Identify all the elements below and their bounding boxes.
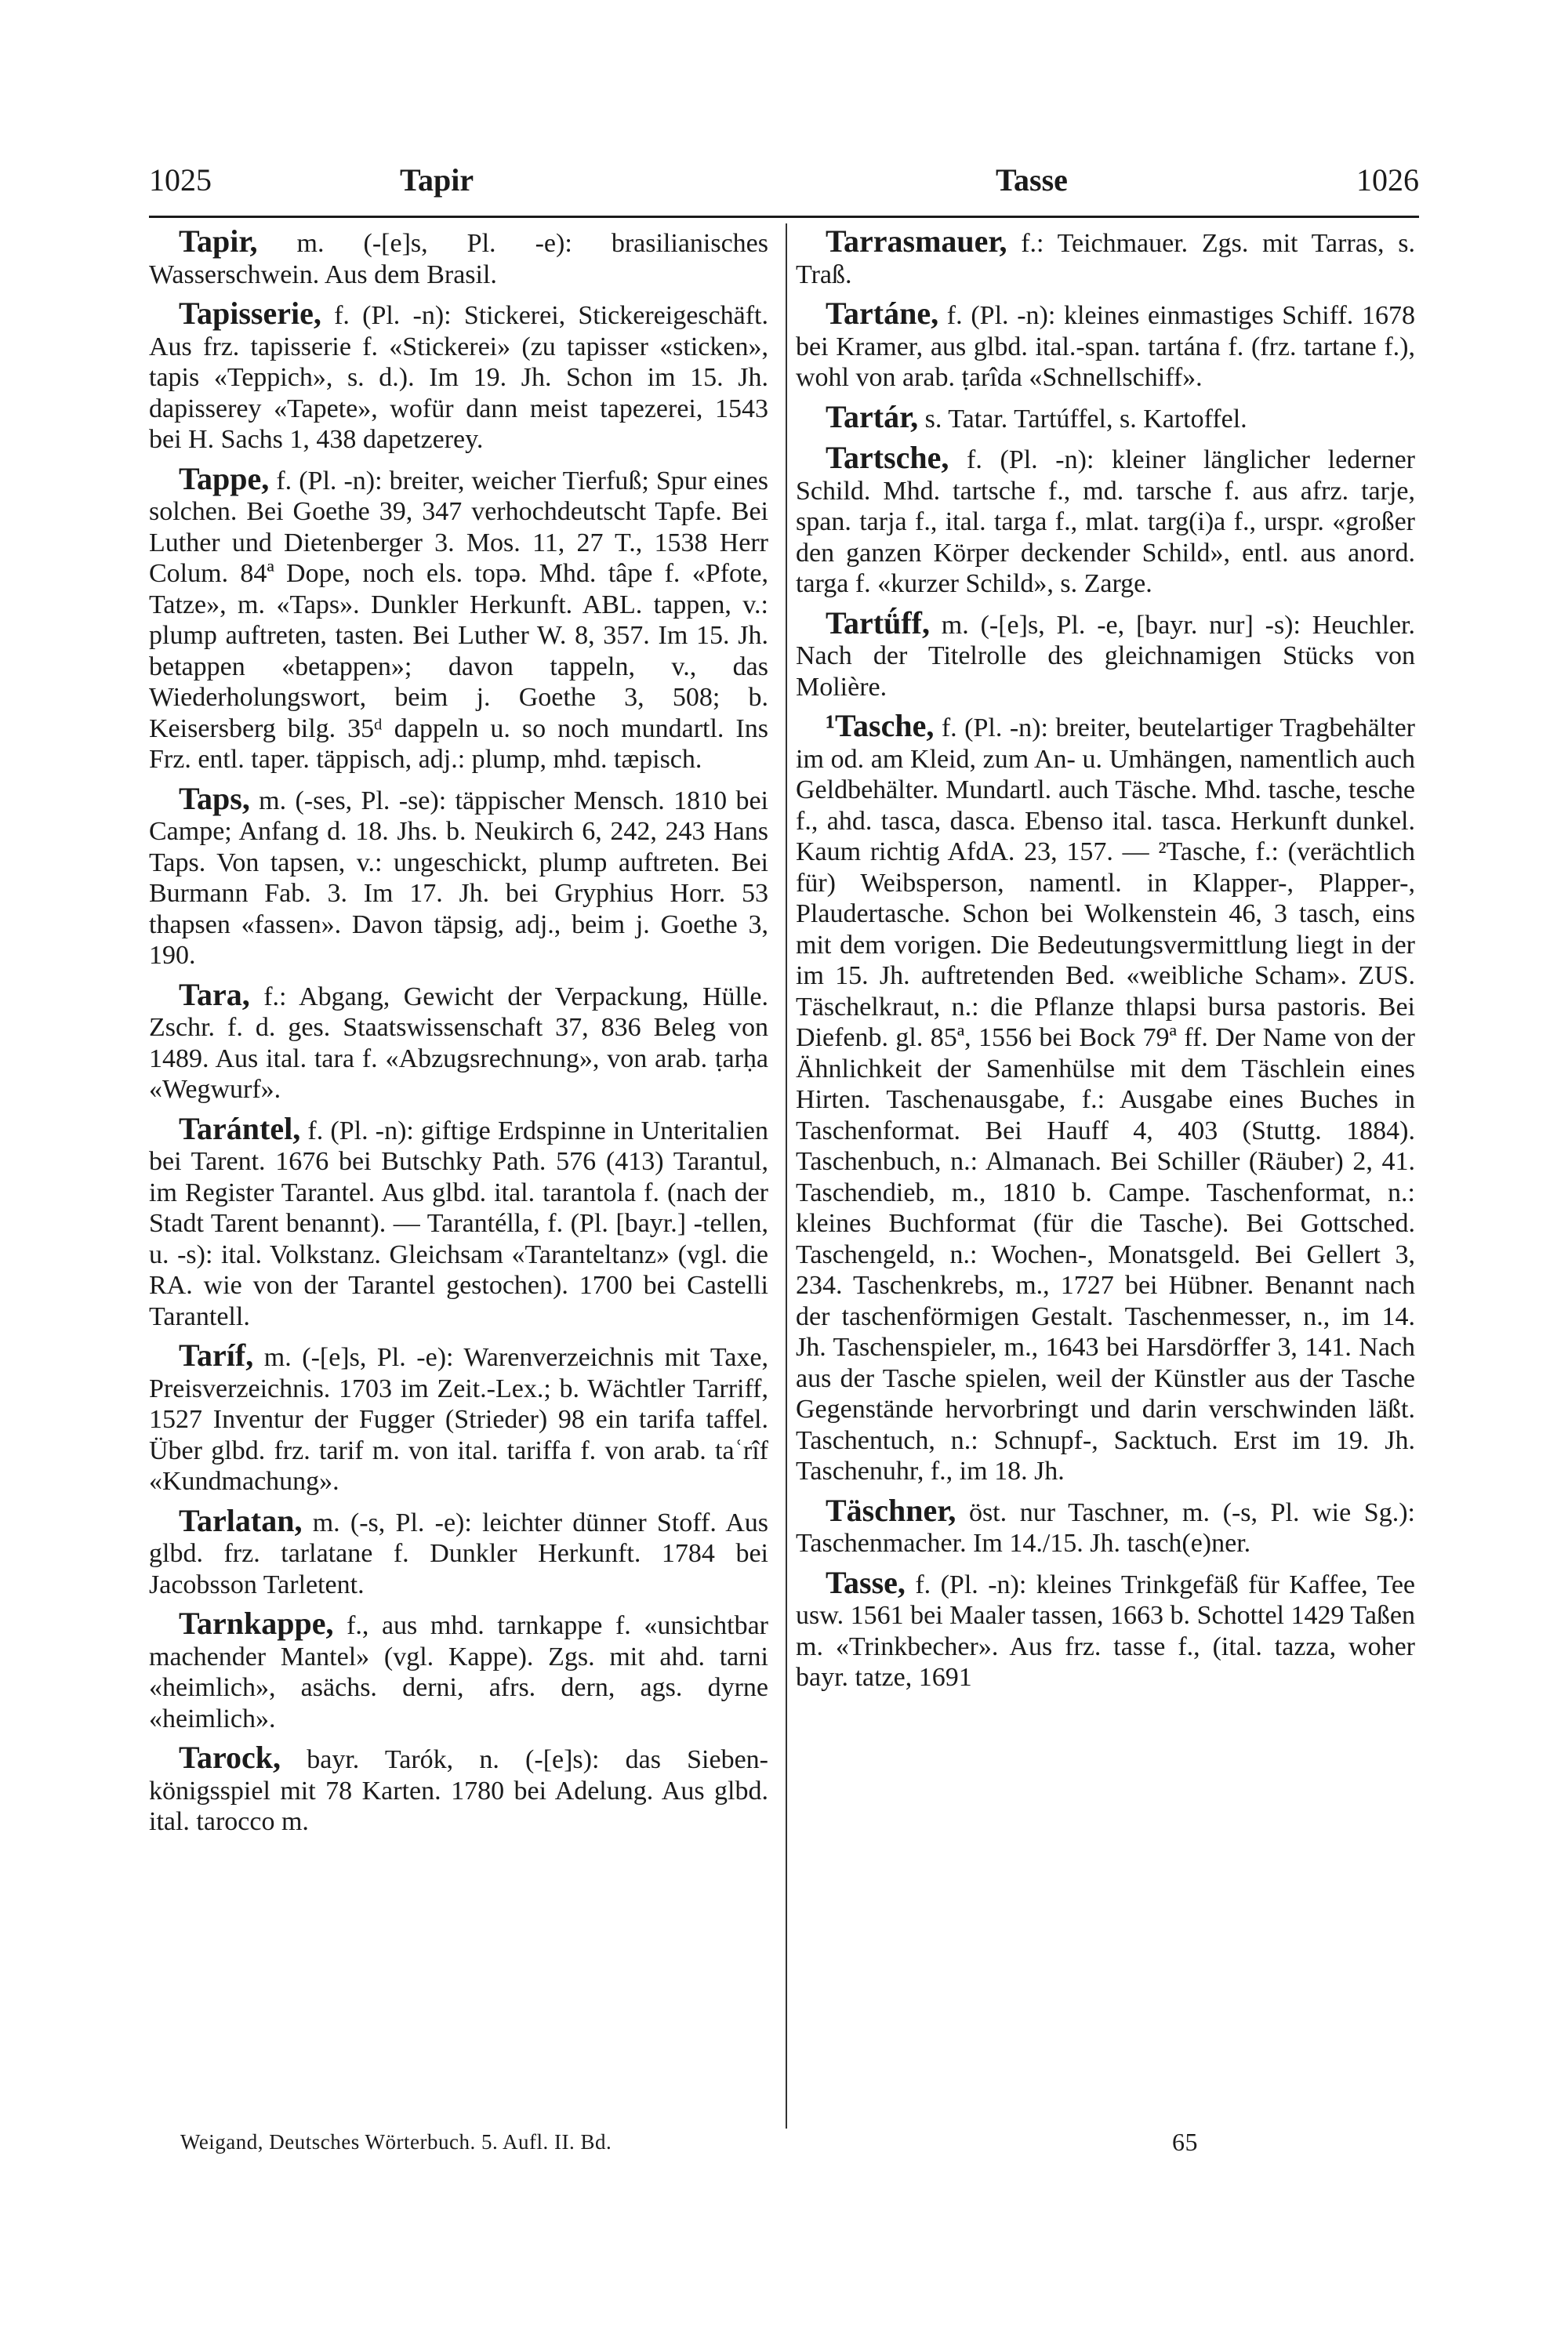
right-column xyxy=(796,223,1415,1701)
entry-text: f., aus mhd. tarnkappe f. «unsichtbar machender Mantel» (vgl. Kappe). Zgs. mit ahd. tarni «heimlich», asächs. derni, afrs. dern, ags. dyrne «heimlich». xyxy=(149,1611,768,1733)
entry-text: m. (-[e]s, Pl. -e, [bayr. nur] -s): Heuchler. Nach der Titelrolle des gleichnamigen Stücks von Molière. xyxy=(796,610,1415,702)
dictionary-entry xyxy=(796,298,1415,394)
headword: Tartár, xyxy=(826,398,919,434)
dictionary-entry xyxy=(149,298,768,456)
headword: Tara, xyxy=(179,976,250,1012)
entry-text: m. (-s, Pl. -e): leichter dünner Stoff. Aus glbd. frz. tarlatane f. Dunkler Herkunft. 1784 bei Jacobsson Tarletent. xyxy=(149,1508,768,1599)
dictionary-entry xyxy=(796,1492,1415,1559)
headword: Taríf, xyxy=(179,1338,254,1373)
signature-number: 65 xyxy=(1172,2128,1198,2156)
page-number-right: 1026 xyxy=(1356,162,1419,198)
headword: Tartǘff, xyxy=(826,604,930,641)
headword: Tapisserie, xyxy=(179,296,321,331)
entry-text: f.: Teichmauer. Zgs. mit Tarras, s. Traß. xyxy=(796,229,1415,289)
headword: Tartáne, xyxy=(826,296,939,331)
left-column xyxy=(149,223,768,1846)
headword: Tartsche, xyxy=(826,440,949,475)
headword: Tapir, xyxy=(179,223,258,259)
entry-text: f. (Pl. -n): breiter, weicher Tierfuß; Spur eines solchen. Bei Goethe 39, 347 verhochdeutscht Tapfe. Bei Luther und Dietenberger 3. Mos. 11, 27 T., 1538 Herr Colum. 84ª Dope, noch els. topə. Mhd. tâpe f. «Pfote, Tatze», m. «Taps». Dunkler Herkunft. ABL. tappen, v.: plump auftreten, tasten. Bei Luther W. 8, 357. Im 15. Jh. betappen «betappen»; davon tappeln, v., das Wiederholungswort, beim j. Goethe 3, 508; b. Keisersberg bilg. 35ᵈ dappeln u. so noch mundartl. Ins Frz. entl. taper. täppisch, adj.: plump, mhd. tæpisch. xyxy=(149,466,768,774)
book-citation: Weigand, Deutsches Wörterbuch. 5. Aufl. II. Bd. xyxy=(180,2130,612,2154)
dictionary-entry xyxy=(149,460,768,775)
dictionary-entry xyxy=(796,1564,1415,1693)
dictionary-entry xyxy=(149,1340,768,1497)
headword: Tarrasmauer, xyxy=(826,223,1007,259)
headword: ¹Tasche, xyxy=(826,708,935,743)
entry-text: m. (-[e]s, Pl. -e): brasilianisches Wasserschwein. Aus dem Brasil. xyxy=(149,229,768,289)
headword: Tarlatan, xyxy=(179,1502,303,1538)
entry-text: f.: Abgang, Gewicht der Verpackung, Hülle. Zschr. f. d. ges. Staatswissenschaft 37, 836 Beleg von 1489. Aus ital. tara f. «Abzugsrechnung», von arab. ṭarḥa «Wegwurf». xyxy=(149,982,768,1104)
dictionary-entry xyxy=(149,223,768,290)
entry-text: m. (-ses, Pl. -se): täppischer Mensch. 1810 bei Campe; Anfang d. 18. Jhs. b. Neukirch 6, 242, 243 Hans Taps. Von tapsen, v.: ungeschickt, plump auftreten. Bei Burmann Fab. 3. Im 17. Jh. bei Gryphius Horr. 53 thapsen «fassen». Davon täpsig, adj., beim j. Goethe 3, 190. xyxy=(149,786,768,970)
column-divider xyxy=(786,223,787,2129)
headword: Tarock, xyxy=(179,1740,281,1775)
entry-text: m. (-[e]s, Pl. -e): Warenverzeichnis mit Taxe, Preisverzeichnis. 1703 im Zeit.-Lex.; b. Wächtler Tarriff, 1527 Inventur der Fugger (Strieder) 98 ein tarifa taffel. Über glbd. frz. tarif m. von ital. tariffa f. von arab. taʿrîf «Kundmachung». xyxy=(149,1343,768,1496)
dictionary-entry xyxy=(149,976,768,1105)
dictionary-entry xyxy=(796,710,1415,1487)
dictionary-entry xyxy=(796,398,1415,435)
dictionary-entry xyxy=(796,223,1415,290)
running-header xyxy=(149,157,1419,204)
headword: Täschner, xyxy=(826,1492,956,1528)
dictionary-entry xyxy=(149,1502,768,1601)
dictionary-entry xyxy=(796,442,1415,600)
entry-text: f. (Pl. -n): Stickerei, Stickereigeschäft. Aus frz. tapisserie f. «Stickerei» (zu tapisser «sticken», tapis «Teppich», s. d.). Im 19. Jh. Schon im 15. Jh. dapisserey «Tapete», wofür dann meist tapezerei, 1543 bei H. Sachs 1, 438 dapetzerey. xyxy=(149,301,768,454)
headword: Tarnkappe, xyxy=(179,1606,334,1641)
headword: Tarántel, xyxy=(179,1110,301,1146)
entry-text: f. (Pl. -n): kleines Trinkgefäß für Kaffee, Tee usw. 1561 bei Maaler tassen, 1663 b. Schottel 1429 Taßen m. «Trinkbecher». Aus frz. tasse f., (ital. tazza, woher bayr. tatze, 1691 xyxy=(796,1570,1415,1692)
dictionary-entry xyxy=(149,1110,768,1333)
entry-text: s. Tatar. Tartúffel, s. Kartoffel. xyxy=(918,404,1247,434)
entry-text: f. (Pl. -n): giftige Erdspinne in Unteritalien bei Tarent. 1676 bei Butschky Path. 576 (413) Tarantul, im Register Tarantel. Aus glbd. ital. tarantola f. (nach der Stadt Tarent benannt). — Tarantélla, f. (Pl. [bayr.] -tellen, u. -s): ital. Volkstanz. Gleichsam «Taranteltanz» (vgl. die RA. wie von der Tarantel gestochen). 1700 bei Castelli Tarantell. xyxy=(149,1116,768,1331)
entry-text: öst. nur Taschner, m. (-s, Pl. wie Sg.): Taschenmacher. Im 14./15. Jh. tasch(e)ner. xyxy=(796,1497,1415,1558)
entry-text: f. (Pl. -n): kleiner länglicher lederner Schild. Mhd. tartsche f., md. tarsche f. aus afrz. tarje, span. tarja f., ital. targa f., mlat. targ(i)a f., urspr. «großer den ganzen Körper deckender Schild», entl. aus anord. targa f. «kurzer Schild», s. Zarge. xyxy=(796,445,1415,598)
dictionary-entry xyxy=(796,604,1415,703)
page-footer xyxy=(149,2125,1419,2164)
entry-text: f. (Pl. -n): kleines einmastiges Schiff. 1678 bei Kramer, aus glbd. ital.-span. tartána f. (frz. tartane f.), wohl von arab. ṭarîda «Schnellschiff». xyxy=(796,301,1415,392)
dictionary-entry xyxy=(149,780,768,971)
catchword-left: Tapir xyxy=(400,162,474,198)
dictionary-entry xyxy=(149,1608,768,1734)
entry-text: bayr. Tarók, n. (-[e]s): das Sieben-königsspiel mit 78 Karten. 1780 bei Adelung. Aus glbd. ital. tarocco m. xyxy=(149,1745,768,1836)
catchword-right: Tasse xyxy=(996,162,1068,198)
header-rule xyxy=(149,216,1419,218)
dictionary-entry xyxy=(149,1742,768,1838)
page-number-left: 1025 xyxy=(149,162,212,198)
headword: Tappe, xyxy=(179,460,270,496)
headword: Taps, xyxy=(179,780,250,816)
headword: Tasse, xyxy=(826,1564,906,1600)
entry-text: f. (Pl. -n): breiter, beutelartiger Tragbehälter im od. am Kleid, zum An- u. Umhängen, namentlich auch Geldbehälter. Mundartl. auch Täsche. Mhd. tasche, tesche f., ahd. tasca, dasca. Ebenso ital. tasca. Herkunft dunkel. Kaum richtig AfdA. 23, 157. — ²Tasche, f.: (verächtlich für) Weibsperson, namentl. in Klapper-, Plapper-, Plaudertasche. Schon bei Wolkenstein 46, 3 tasch, eins mit dem vorigen. Die Bedeutungsvermittlung liegt in der im 15. Jh. auftretenden Bed. «weibliche Scham». ZUS. Täschelkraut, n.: die Pflanze thlapsi bursa pastoris. Bei Diefenb. gl. 85ª, 1556 bei Bock 79ª ff. Der Name von der Ähnlichkeit der Samenhülse mit dem Täschlein eines Hirten. Taschenausgabe, f.: Ausgabe eines Buches in Taschenformat. Bei Hauff 4, 403 (Stuttg. 1884). Taschenbuch, n.: Almanach. Bei Schiller (Räuber) 2, 41. Taschendieb, m., 1810 b. Campe. Taschenformat, n.: kleines Buchformat (für die Tasche). Bei Gottsched. Taschengeld, n.: Wochen-, Monatsgeld. Bei Gellert 3, 234. Taschenkrebs, m., 1727 bei Hübner. Benannt nach der taschenförmigen Gestalt. Taschenmesser, n., im 14. Jh. Taschenspieler, m., 1643 bei Harsdörffer 3, 141. Nach aus der Tasche spielen, weil der Künstler aus der Tasche Gegenstände hervorbringt und darin verschwinden läßt. Taschentuch, n.: Schnupf-, Sacktuch. Erst im 19. Jh. Taschenuhr, f., im 18. Jh. xyxy=(796,713,1415,1486)
